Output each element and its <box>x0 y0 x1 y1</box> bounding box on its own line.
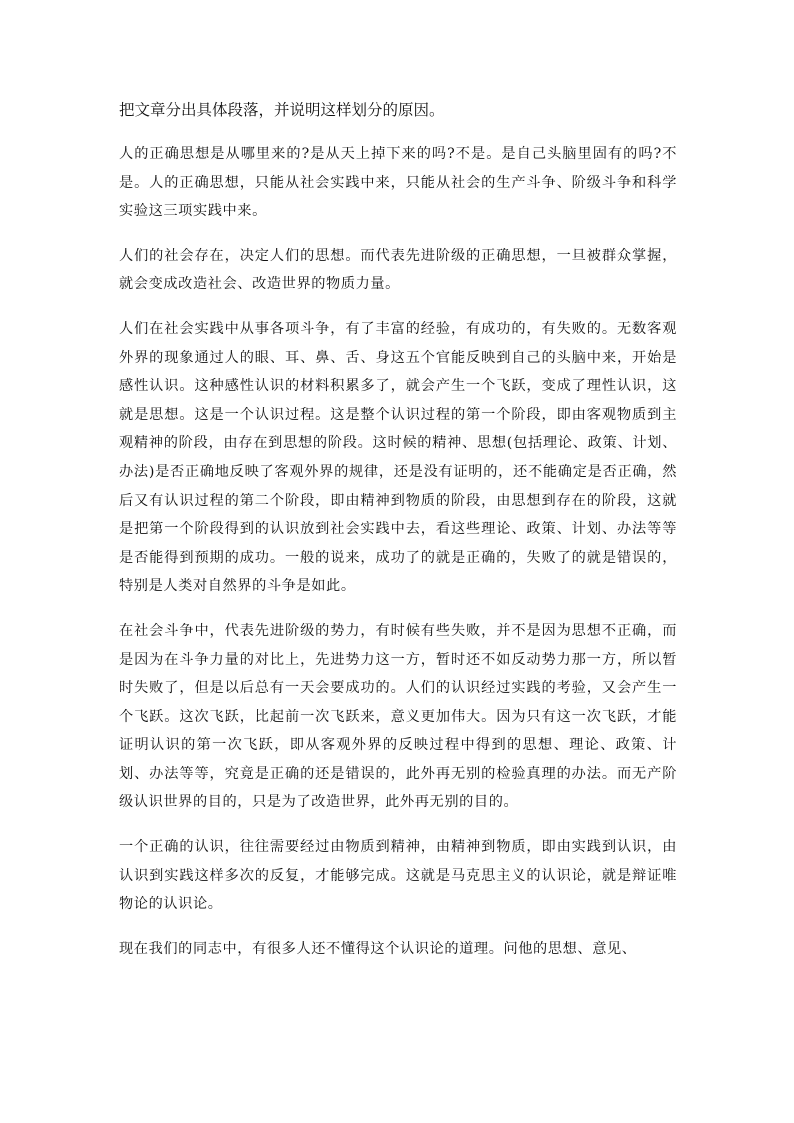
paragraph-5: 一个正确的认识，往往需要经过由物质到精神，由精神到物质，即由实践到认识，由认识到实践这样多次的反复，才能够完成。这就是马克思主义的认识论，就是辩证唯物论的认识论。 <box>119 839 677 913</box>
paragraph-4: 在社会斗争中，代表先进阶级的势力，有时候有些失败，并不是因为思想不正确，而是因为在斗争力量的对比上，先进势力这一方，暂时还不如反动势力那一方，所以暂时失败了，但是以后总有一天会要成功的。人们的认识经过实践的考验，又会产生一个飞跃。这次飞跃，比起前一次飞跃来，意义更加伟大。因为只有这一次飞跃，才能证明认识的第一次飞跃，即从客观外界的反映过程中得到的思想、理论、政策、计划、办法等等，究竟是正确的还是错误的，此外再无别的检验真理的办法。而无产阶级认识世界的目的，只是为了改造世界，此外再无别的目的。 <box>119 622 677 811</box>
document-page <box>119 96 677 979</box>
question-prompt: 把文章分出具体段落，并说明这样划分的原因。 <box>119 101 445 119</box>
paragraph-3: 人们在社会实践中从事各项斗争，有了丰富的经验，有成功的，有失败的。无数客观外界的现象通过人的眼、耳、鼻、舌、身这五个官能反映到自己的头脑中来，开始是感性认识。这种感性认识的材料积累多了，就会产生一个飞跃，变成了理性认识，这就是思想。这是一个认识过程。这是整个认识过程的第一个阶段，即由客观物质到主观精神的阶段，由存在到思想的阶段。这时候的精神、思想(包括理论、政策、计划、办法)是否正确地反映了客观外界的规律，还是没有证明的，还不能确定是否正确，然后又有认识过程的第二个阶段，即由精神到物质的阶段，由思想到存在的阶段，这就是把第一个阶段得到的认识放到社会实践中去，看这些理论、政策、计划、办法等等是否能得到预期的成功。一般的说来，成功了的就是正确的，失败了的就是错误的，特别是人类对自然界的斗争是如此。 <box>119 320 677 595</box>
paragraph-6: 现在我们的同志中，有很多人还不懂得这个认识论的道理。问他的思想、意见、 <box>119 940 637 957</box>
paragraph-1: 人的正确思想是从哪里来的?是从天上掉下来的吗?不是。是自己头脑里固有的吗?不是。人的正确思想，只能从社会实践中来，只能从社会的生产斗争、阶级斗争和科学实验这三项实践中来。 <box>119 146 677 220</box>
paragraph-2: 人们的社会存在，决定人们的思想。而代表先进阶级的正确思想，一旦被群众掌握，就会变成改造社会、改造世界的物质力量。 <box>119 247 677 293</box>
